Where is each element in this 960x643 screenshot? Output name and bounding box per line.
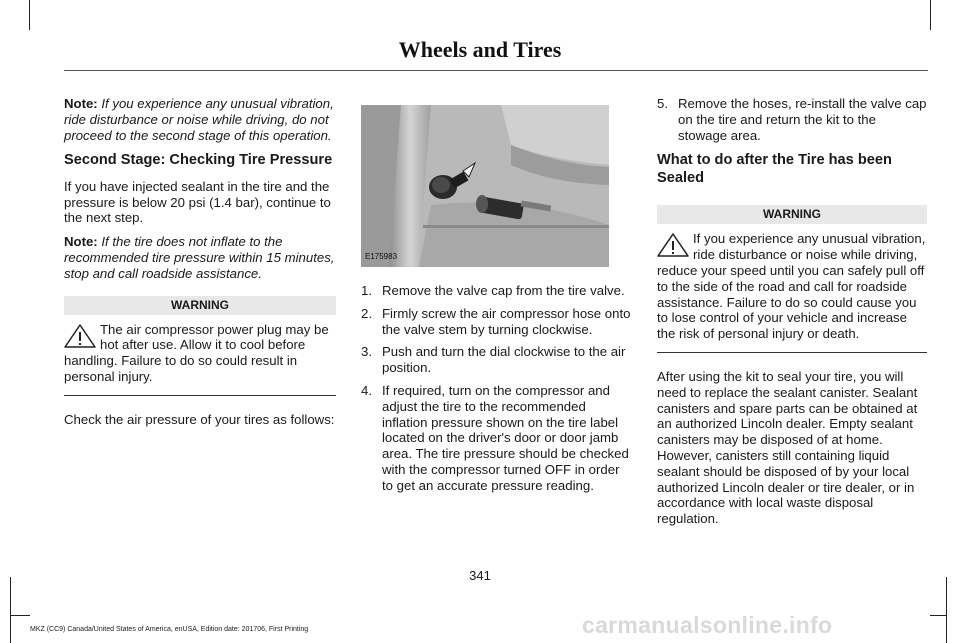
note-text: If you experience any unusual vibration, ride disturbance or noise while driving, do not proceed to the second stage of this operation.: [64, 96, 334, 143]
warning-box: [657, 231, 927, 353]
warning-bar: WARNING: [64, 296, 336, 315]
step-number: 1.: [361, 283, 372, 298]
step-text: Push and turn the dial clockwise to the air position.: [382, 344, 626, 376]
crop-mark: [930, 615, 947, 616]
edition-footer: MKZ (CC9) Canada/United States of America, enUSA, Edition date: 201706, First Printing: [30, 626, 309, 633]
crop-mark: [10, 577, 11, 643]
watermark: carmanualsonline.info: [582, 612, 833, 638]
column-left: [64, 96, 336, 436]
figure-valve-stem: [361, 105, 609, 267]
list-item: [657, 96, 927, 143]
crop-mark: [29, 0, 30, 30]
step-text: Firmly screw the air compressor hose onto the valve stem by turning clockwise.: [382, 305, 631, 337]
step-number: 4.: [361, 382, 372, 398]
paragraph: Check the air pressure of your tires as follows:: [64, 411, 335, 427]
crop-mark: [930, 0, 931, 30]
note-text: If the tire does not inflate to the recommended tire pressure within 15 minutes, stop and call roadside assistance.: [64, 234, 335, 281]
step-number: 2.: [361, 305, 372, 321]
list-item: [361, 344, 632, 376]
note-second: [64, 234, 336, 281]
steps-list-continued: [657, 96, 927, 143]
warning-text: The air compressor power plug may be hot after use. Allow it to cool before handling. Failure to do so could result in personal injury.: [64, 321, 329, 385]
warning-text: If you experience any unusual vibration, ride disturbance or noise while driving, reduce your speed until you can safely pull off to the side of the road and call for roadside assistance. Failure to do so could cause you to lose control of your vehicle and increase the risk of personal injury or death.: [657, 231, 926, 342]
step-number: 3.: [361, 344, 372, 360]
step-number: 5.: [657, 96, 668, 111]
list-item: [361, 283, 632, 299]
header-rule: [64, 70, 928, 71]
list-item: [361, 383, 632, 494]
steps-list: [361, 283, 632, 494]
note-label: Note:: [64, 96, 98, 111]
note-label: Note:: [64, 234, 98, 250]
crop-mark: [10, 615, 30, 616]
warning-triangle-icon: [657, 233, 689, 257]
figure-code: E175983: [365, 252, 398, 262]
step-text: Remove the hoses, re-install the valve cap on the tire and return the kit to the stowage area.: [678, 96, 927, 143]
paragraph: If you have injected sealant in the tire and the pressure is below 20 psi (1.4 bar), continue to the next step.: [64, 178, 331, 226]
warning-triangle-icon: [64, 324, 96, 348]
paragraph: After using the kit to seal your tire, you will need to replace the sealant canister. Sealant canisters and spare parts can be obtained at an authorized Lincoln dealer. Empty sealant canisters may be disposed of at home. However, canisters still containing liquid sealant should be disposed of by your local authorized Lincoln dealer or tire dealer, or in accordance with local waste disposal regulation.: [657, 368, 918, 527]
step-text: Remove the valve cap from the tire valve.: [382, 283, 625, 298]
valve-stem-illustration: [361, 105, 609, 267]
note-first: [64, 96, 336, 143]
page-title: Wheels and Tires: [398, 37, 562, 62]
warning-box: [64, 322, 336, 396]
list-item: [361, 306, 632, 338]
section-heading: Second Stage: Checking Tire Pressure: [64, 152, 333, 169]
step-text: If required, turn on the compressor and adjust the tire to the recommended inflation pressure shown on the tire label located on the driver's door or door jamb area. The tire pressure should be checked with the compressor turned OFF in order to get an accurate pressure reading.: [382, 382, 629, 493]
page-number: 341: [469, 568, 491, 583]
column-right: [657, 96, 927, 535]
crop-mark: [946, 577, 947, 643]
section-heading: What to do after the Tire has been Sealed: [657, 152, 892, 186]
warning-bar: WARNING: [657, 205, 927, 224]
column-middle: [361, 105, 632, 501]
